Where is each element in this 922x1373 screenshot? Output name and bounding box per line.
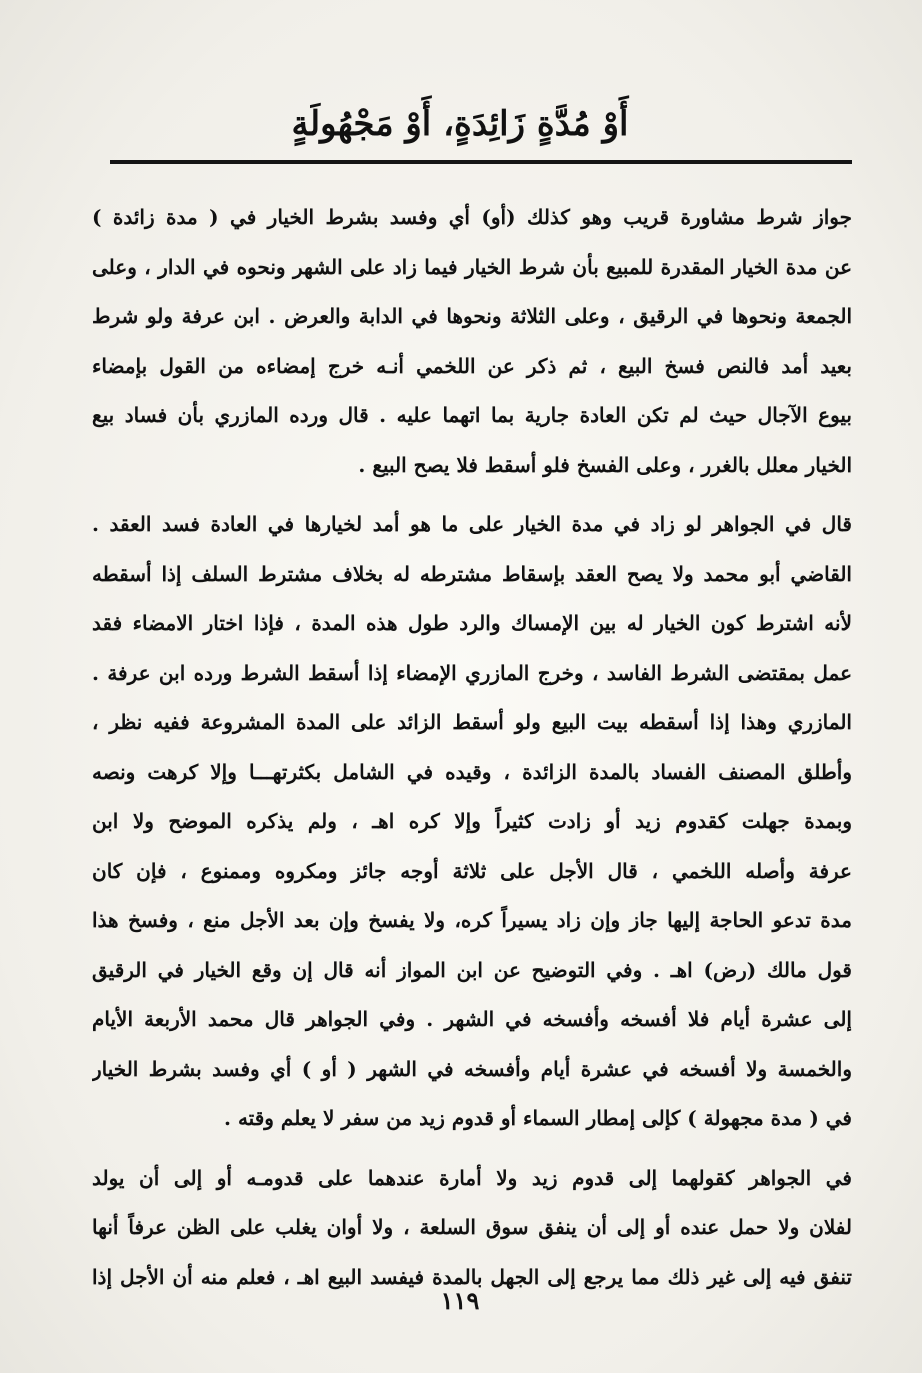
paragraph-gap — [92, 490, 852, 500]
text-line: وأطلق المصنف الفساد بالمدة الزائدة ، وقيده في الشامل بكثرتهـــا وإلا كرهت ونصه — [92, 759, 852, 784]
text-line: جواز شرط مشاورة قريب وهو كذلك (أو) أي وفسد بشرط الخيار في ( مدة زائدة ) — [92, 205, 852, 229]
text-line: عمل بمقتضى الشرط الفاسد ، وخرج المازري الإمضاء إذا أسقط الشرط ورده ابن عرفة . — [92, 660, 852, 685]
body-text — [92, 193, 852, 1302]
header-rule — [110, 160, 852, 164]
running-header-title: أَوْ مُدَّةٍ زَائِدَةٍ، أَوْ مَجْهُولَةٍ — [291, 104, 629, 144]
text-line: المازري وهذا إذا أسقطه بيت البيع ولو أسقط الزائد على المدة المشروعة ففيه نظر ، — [92, 710, 852, 734]
text-line: لأنه اشترط كون الخيار له بين الإمساك والرد طول هذه المدة ، فإذا اختار الامضاء فقد — [92, 611, 852, 635]
text-line: عن مدة الخيار المقدرة للمبيع بأن شرط الخيار فيما زاد على الشهر ونحوه في الدار ، وعلى — [92, 254, 852, 279]
text-line: الجمعة ونحوها في الرقيق ، وعلى الثلاثة ونحوها في الدابة والعرض . ابن عرفة ولو شرط — [92, 304, 852, 328]
text-line: في ( مدة مجهولة ) كإلى إمطار السماء أو قدوم زيد من سفر لا يعلم وقته . — [224, 1106, 852, 1130]
text-line: مدة تدعو الحاجة إليها جاز وإن زاد يسيراً كره، ولا يفسخ وإن بعد الأجل منع ، وفسخ هذا — [92, 908, 852, 932]
text-line: وبمدة جهلت كقدوم زيد أو زادت كثيراً وإلا كره اهـ ، ولم يذكره الموضح ولا ابن — [92, 809, 852, 833]
text-line: قال في الجواهر لو زاد في مدة الخيار على ما هو أمد لخيارها في العادة فسد العقد . — [92, 512, 852, 536]
text-line: بيوع الآجال حيث لم تكن العادة جارية بما اتهما عليه . قال ورده المازري بأن فساد بيع — [92, 403, 852, 427]
paragraph-gap — [92, 1144, 852, 1154]
text-line: في الجواهر كقولهما إلى قدوم زيد ولا أمارة عندهما على قدومـه أو إلى أن يولد — [92, 1165, 852, 1190]
text-line: بعيد أمد فالنص فسخ البيع ، ثم ذكر عن اللخمي أنـه خرج إمضاءه من القول بإمضاء — [92, 353, 852, 378]
text-line: والخمسة ولا أفسخه في عشرة أيام وأفسخه في الشهر ( أو ) أي وفسد بشرط الخيار — [92, 1056, 852, 1081]
page-number: ١١٩ — [440, 1286, 480, 1315]
text-line: القاضي أبو محمد ولا يصح العقد بإسقاط مشترطه له بخلاف مشترط السلف إذا أسقطه — [92, 561, 852, 586]
text-line: عرفة وأصله اللخمي ، قال الأجل على ثلاثة أوجه جائز ومكروه وممنوع ، فإن كان — [92, 858, 852, 883]
text-line: تنفق فيه إلى غير ذلك مما يرجع إلى الجهل بالمدة فيفسد البيع اهـ ، فعلم منه أن الأجل إذا — [92, 1264, 852, 1289]
paragraph-3 — [92, 1154, 852, 1303]
paragraph-2 — [92, 500, 852, 1144]
paragraph-1 — [92, 193, 852, 490]
text-line: الخيار معلل بالغرر ، وعلى الفسخ فلو أسقط فلا يصح البيع . — [358, 452, 852, 477]
text-line: لفلان ولا حمل عنده أو إلى أن ينفق سوق السلعة ، ولا أوان يغلب على الظن عرفاً أنها — [92, 1215, 852, 1239]
text-line: قول مالك (رض) اهـ . وفي التوضيح عن ابن المواز أنه قال إن وقع الخيار في الرقيق — [92, 957, 852, 982]
text-line: إلى عشرة أيام فلا أفسخه وأفسخه في الشهر . وفي الجواهر قال محمد الأربعة الأيام — [92, 1007, 852, 1031]
